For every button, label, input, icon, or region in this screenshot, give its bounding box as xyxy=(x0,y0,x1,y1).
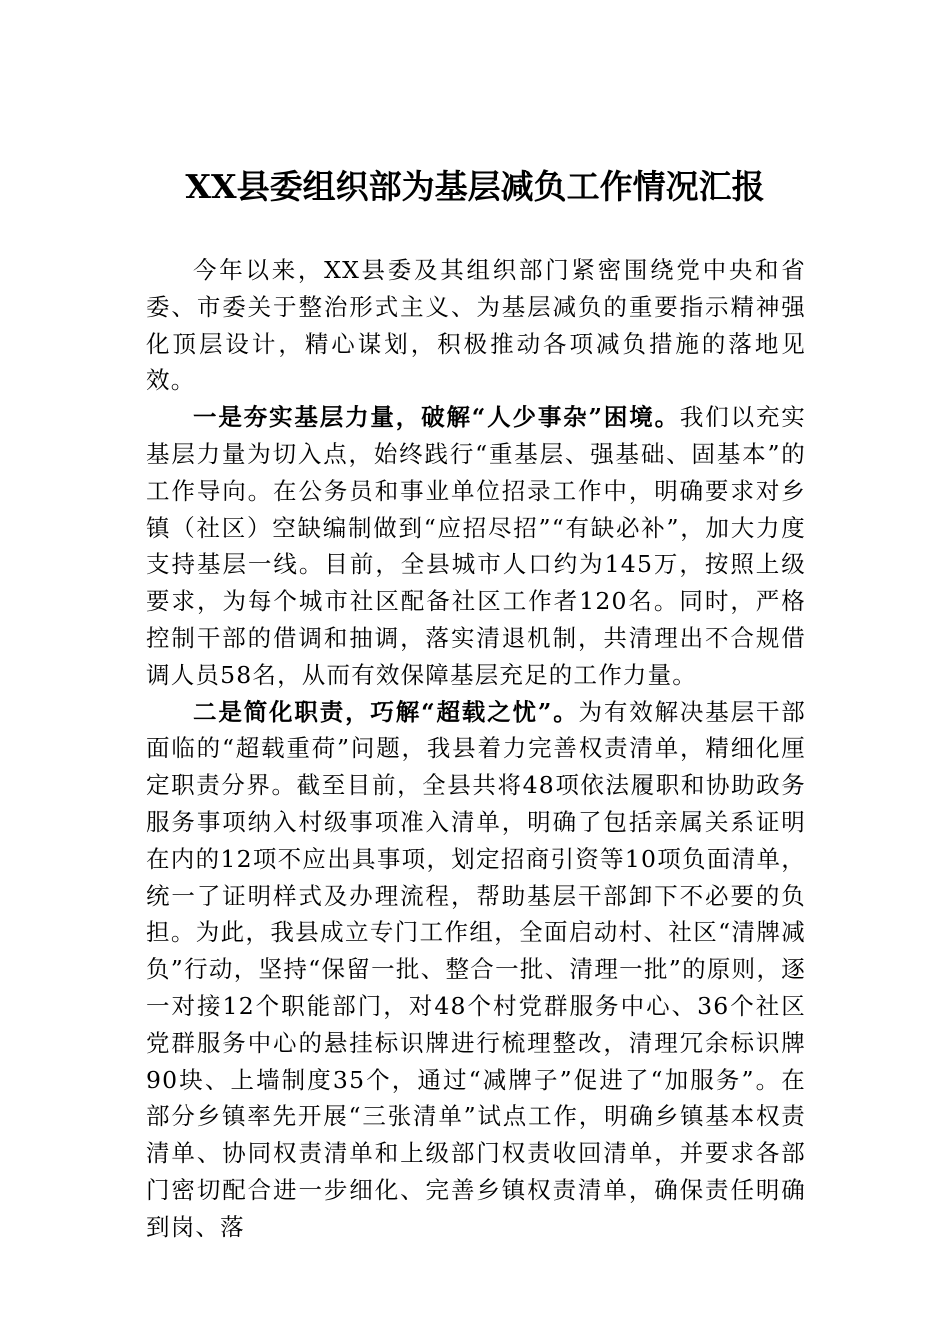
paragraph-lead-heading: 二是简化职责，巧解“超载之忧”。 xyxy=(193,697,579,726)
paragraph-text: 为有效解决基层干部面临的“超载重荷”问题，我县着力完善权责清单，精细化厘定职责分界。截至目前，全县共将48项依法履职和协助政务服务事项纳入村级事项准入清单，明确了包括亲属关系证明在内的12项不应出具事项，划定招商引资等10项负面清单，统一了证明样式及办理流程，帮助基层干部卸下不必要的负担。为此，我县成立专门工作组，全面启动村、社区“清牌减负”行动，坚持“保留一批、整合一批、清理一批”的原则，逐一对接12个职能部门，对48个村党群服务中心、36个社区党群服务中心的悬挂标识牌进行梳理整改，清理冗余标识牌90块、上墙制度35个，通过“减牌子”促进了“加服务”。在部分乡镇率先开展“三张清单”试点工作，明确乡镇基本权责清单、协同权责清单和上级部门权责收回清单，并要求各部门密切配合进一步细化、完善乡镇权责清单，确保责任明确到岗、落 xyxy=(146,697,806,1241)
document-body xyxy=(146,252,806,1246)
paragraph-text: 我们以充实基层力量为切入点，始终践行“重基层、强基础、固基本”的工作导向。在公务员和事业单位招录工作中，明确要求对乡镇（社区）空缺编制做到“应招尽招”“有缺必补”，加大力度支持基层一线。目前，全县城市人口约为145万，按照上级要求，为每个城市社区配备社区工作者120名。同时，严格控制干部的借调和抽调，落实清退机制，共清理出不合规借调人员58名，从而有效保障基层充足的工作力量。 xyxy=(146,403,806,689)
paragraph-section-one xyxy=(146,399,806,693)
document-title: XX县委组织部为基层减负工作情况汇报 xyxy=(185,167,765,206)
paragraph-section-two xyxy=(146,694,806,1246)
paragraph-intro xyxy=(146,252,806,399)
paragraph-lead-heading: 一是夯实基层力量，破解“人少事杂”困境。 xyxy=(193,403,680,432)
paragraph-text: 今年以来，XX县委及其组织部门紧密围绕党中央和省委、市委关于整治形式主义、为基层减负的重要指示精神强化顶层设计，精心谋划，积极推动各项减负措施的落地见效。 xyxy=(146,256,806,395)
